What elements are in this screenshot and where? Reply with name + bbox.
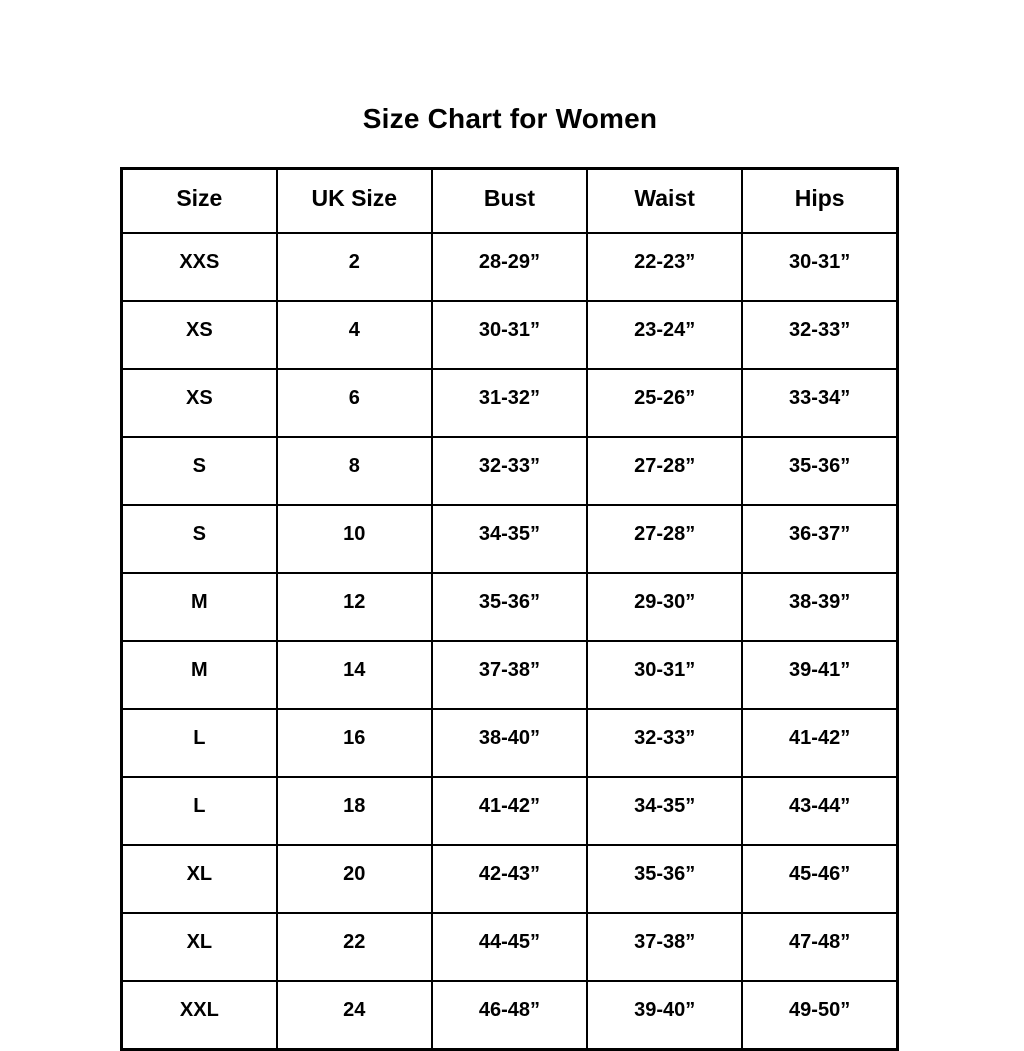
table-cell: 29-30” xyxy=(587,573,742,641)
table-cell: 30-31” xyxy=(432,301,587,369)
table-cell: 35-36” xyxy=(587,845,742,913)
table-cell: 38-40” xyxy=(432,709,587,777)
table-cell: 8 xyxy=(277,437,432,505)
table-cell: 35-36” xyxy=(432,573,587,641)
column-header: Bust xyxy=(432,169,587,234)
table-cell: 42-43” xyxy=(432,845,587,913)
table-cell: 22 xyxy=(277,913,432,981)
table-cell: XXL xyxy=(122,981,277,1050)
table-row xyxy=(122,777,898,845)
table-cell: L xyxy=(122,777,277,845)
table-row xyxy=(122,709,898,777)
table-row xyxy=(122,301,898,369)
table-cell: 27-28” xyxy=(587,437,742,505)
table-cell: 37-38” xyxy=(587,913,742,981)
table-cell: 45-46” xyxy=(742,845,897,913)
page-title: Size Chart for Women xyxy=(362,103,658,134)
table-cell: 43-44” xyxy=(742,777,897,845)
table-cell: 30-31” xyxy=(587,641,742,709)
table-cell: 49-50” xyxy=(742,981,897,1050)
table-cell: M xyxy=(122,641,277,709)
table-cell: 41-42” xyxy=(742,709,897,777)
table-cell: 16 xyxy=(277,709,432,777)
table-cell: 4 xyxy=(277,301,432,369)
table-cell: S xyxy=(122,505,277,573)
table-cell: 6 xyxy=(277,369,432,437)
table-row xyxy=(122,369,898,437)
column-header: Size xyxy=(122,169,277,234)
table-cell: 41-42” xyxy=(432,777,587,845)
table-row xyxy=(122,573,898,641)
table-cell: XS xyxy=(122,369,277,437)
table-cell: 46-48” xyxy=(432,981,587,1050)
table-cell: 47-48” xyxy=(742,913,897,981)
size-table-body xyxy=(122,233,898,1050)
table-cell: 10 xyxy=(277,505,432,573)
table-cell: 20 xyxy=(277,845,432,913)
table-cell: 22-23” xyxy=(587,233,742,301)
table-cell: 33-34” xyxy=(742,369,897,437)
table-row xyxy=(122,233,898,301)
table-row xyxy=(122,845,898,913)
table-cell: 12 xyxy=(277,573,432,641)
table-cell: 24 xyxy=(277,981,432,1050)
table-cell: L xyxy=(122,709,277,777)
table-cell: S xyxy=(122,437,277,505)
header-row xyxy=(122,169,898,234)
table-row xyxy=(122,641,898,709)
table-cell: 38-39” xyxy=(742,573,897,641)
table-cell: XL xyxy=(122,913,277,981)
table-row xyxy=(122,913,898,981)
table-cell: 37-38” xyxy=(432,641,587,709)
table-cell: 39-40” xyxy=(587,981,742,1050)
table-cell: 32-33” xyxy=(432,437,587,505)
table-cell: 34-35” xyxy=(432,505,587,573)
table-row xyxy=(122,437,898,505)
table-cell: 39-41” xyxy=(742,641,897,709)
column-header: UK Size xyxy=(277,169,432,234)
table-cell: M xyxy=(122,573,277,641)
table-cell: 44-45” xyxy=(432,913,587,981)
table-row xyxy=(122,505,898,573)
table-cell: 28-29” xyxy=(432,233,587,301)
table-cell: XS xyxy=(122,301,277,369)
table-cell: XL xyxy=(122,845,277,913)
column-header: Hips xyxy=(742,169,897,234)
table-cell: 34-35” xyxy=(587,777,742,845)
table-cell: 30-31” xyxy=(742,233,897,301)
size-table-header xyxy=(122,169,898,234)
table-row xyxy=(122,981,898,1050)
table-cell: 23-24” xyxy=(587,301,742,369)
column-header: Waist xyxy=(587,169,742,234)
table-cell: 27-28” xyxy=(587,505,742,573)
table-cell: 35-36” xyxy=(742,437,897,505)
table-cell: 32-33” xyxy=(587,709,742,777)
table-cell: 32-33” xyxy=(742,301,897,369)
table-cell: 2 xyxy=(277,233,432,301)
table-cell: XXS xyxy=(122,233,277,301)
table-cell: 25-26” xyxy=(587,369,742,437)
table-cell: 31-32” xyxy=(432,369,587,437)
table-cell: 14 xyxy=(277,641,432,709)
size-chart-table xyxy=(120,167,899,1051)
table-cell: 36-37” xyxy=(742,505,897,573)
table-cell: 18 xyxy=(277,777,432,845)
